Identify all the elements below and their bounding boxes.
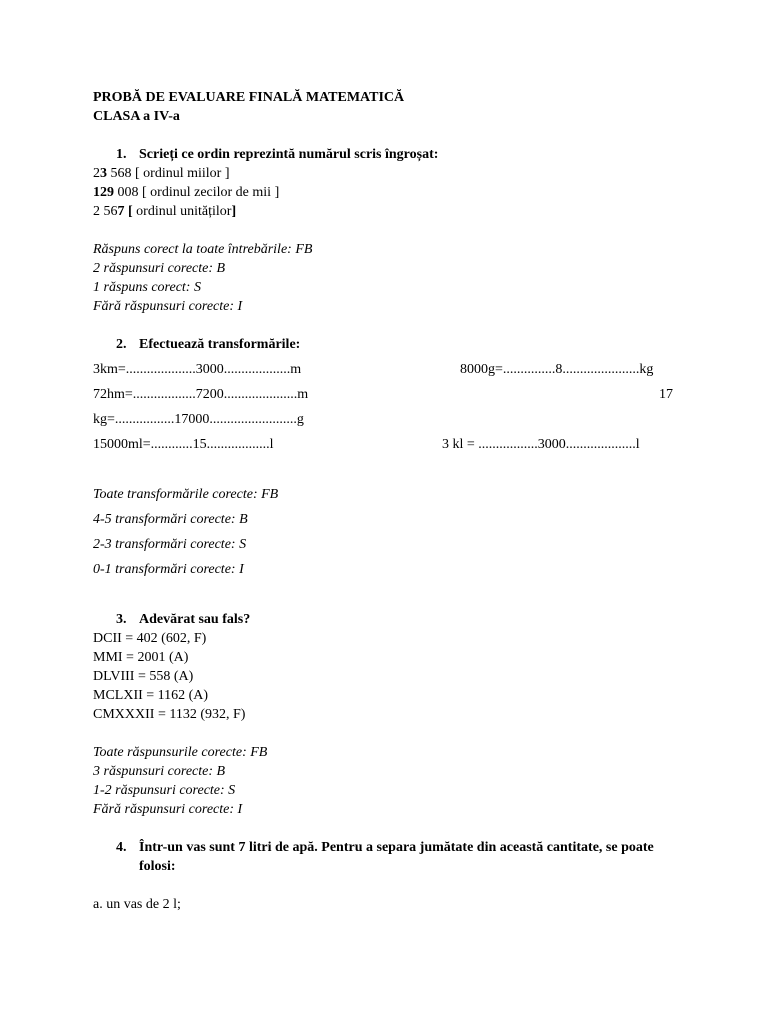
question-1-heading — [93, 145, 438, 164]
conversion-row — [93, 432, 673, 457]
q2-grading — [93, 482, 673, 582]
q3-grading — [93, 743, 673, 819]
grading-line: 2 răspunsuri corecte: B — [93, 261, 226, 276]
grading-line: 1 răspuns corect: S — [93, 280, 201, 295]
roman-numeral-item: DCII = 402 (602, F) — [93, 631, 207, 646]
conversion-row — [93, 357, 673, 382]
grading-line: 0-1 transformări corecte: I — [93, 562, 244, 577]
question-prompt: Într-un vas sunt 7 litri de apă. Pentru a separa jumătate din această cantitate, se poate folosi: — [139, 840, 654, 874]
question-1-items — [93, 164, 673, 221]
conversion-right: 17 — [659, 387, 673, 402]
conversion-left: 15000ml=............15..................l — [93, 437, 274, 452]
answer-option-a: a. un vas de 2 l; — [93, 897, 181, 912]
grading-line: Răspuns corect la toate întrebările: FB — [93, 242, 313, 257]
grading-line: 1-2 răspunsuri corecte: S — [93, 783, 236, 798]
q1-grading — [93, 240, 673, 316]
q1-item: 2 567 [ ordinul unităților] — [93, 204, 237, 219]
roman-numeral-item: DLVIII = 558 (A) — [93, 669, 194, 684]
grading-line: Toate răspunsurile corecte: FB — [93, 745, 268, 760]
conversion-left: 3km=....................3000...................m — [93, 362, 302, 377]
roman-numeral-item: MCLXII = 1162 (A) — [93, 688, 209, 703]
question-number: 3. — [116, 612, 127, 627]
q3-items — [93, 629, 673, 724]
question-4-heading — [93, 838, 673, 876]
q2-conversions — [93, 357, 673, 457]
conversion-row — [93, 407, 673, 432]
q1-item: 23 568 [ ordinul miilor ] — [93, 166, 230, 181]
roman-numeral-item: CMXXXII = 1132 (932, F) — [93, 707, 246, 722]
conversion-left: 72hm=..................7200.....................m — [93, 387, 309, 402]
question-3-heading — [93, 610, 673, 629]
question-1 — [93, 126, 673, 162]
conversion-right: 8000g=...............8......................kg — [460, 362, 654, 377]
question-prompt: Efectuează transformările: — [139, 337, 301, 352]
question-number: 2. — [116, 337, 127, 352]
question-number: 4. — [116, 840, 127, 855]
conversion-right: 3 kl = .................3000....................l — [442, 437, 640, 452]
question-prompt: Adevărat sau fals? — [139, 612, 251, 627]
document-subtitle: CLASA a IV-a — [93, 109, 180, 124]
q1-item: 129 008 [ ordinul zecilor de mii ] — [93, 185, 280, 200]
conversion-left: kg=.................17000.........................g — [93, 412, 304, 427]
conversion-row — [93, 382, 673, 407]
grading-line: Fără răspunsuri corecte: I — [93, 299, 243, 314]
question-2-heading — [93, 335, 673, 354]
grading-line: Fără răspunsuri corecte: I — [93, 802, 243, 817]
roman-numeral-item: MMI = 2001 (A) — [93, 650, 189, 665]
question-prompt: Scrieți ce ordin reprezintă numărul scris îngroșat: — [139, 147, 439, 162]
grading-line: 4-5 transformări corecte: B — [93, 512, 248, 527]
grading-line: 2-3 transformări corecte: S — [93, 537, 247, 552]
question-number: 1. — [116, 147, 127, 162]
document-title: PROBĂ DE EVALUARE FINALĂ MATEMATICĂ — [93, 90, 405, 105]
exam-page — [93, 88, 673, 914]
grading-line: 3 răspunsuri corecte: B — [93, 764, 226, 779]
grading-line: Toate transformările corecte: FB — [93, 487, 279, 502]
